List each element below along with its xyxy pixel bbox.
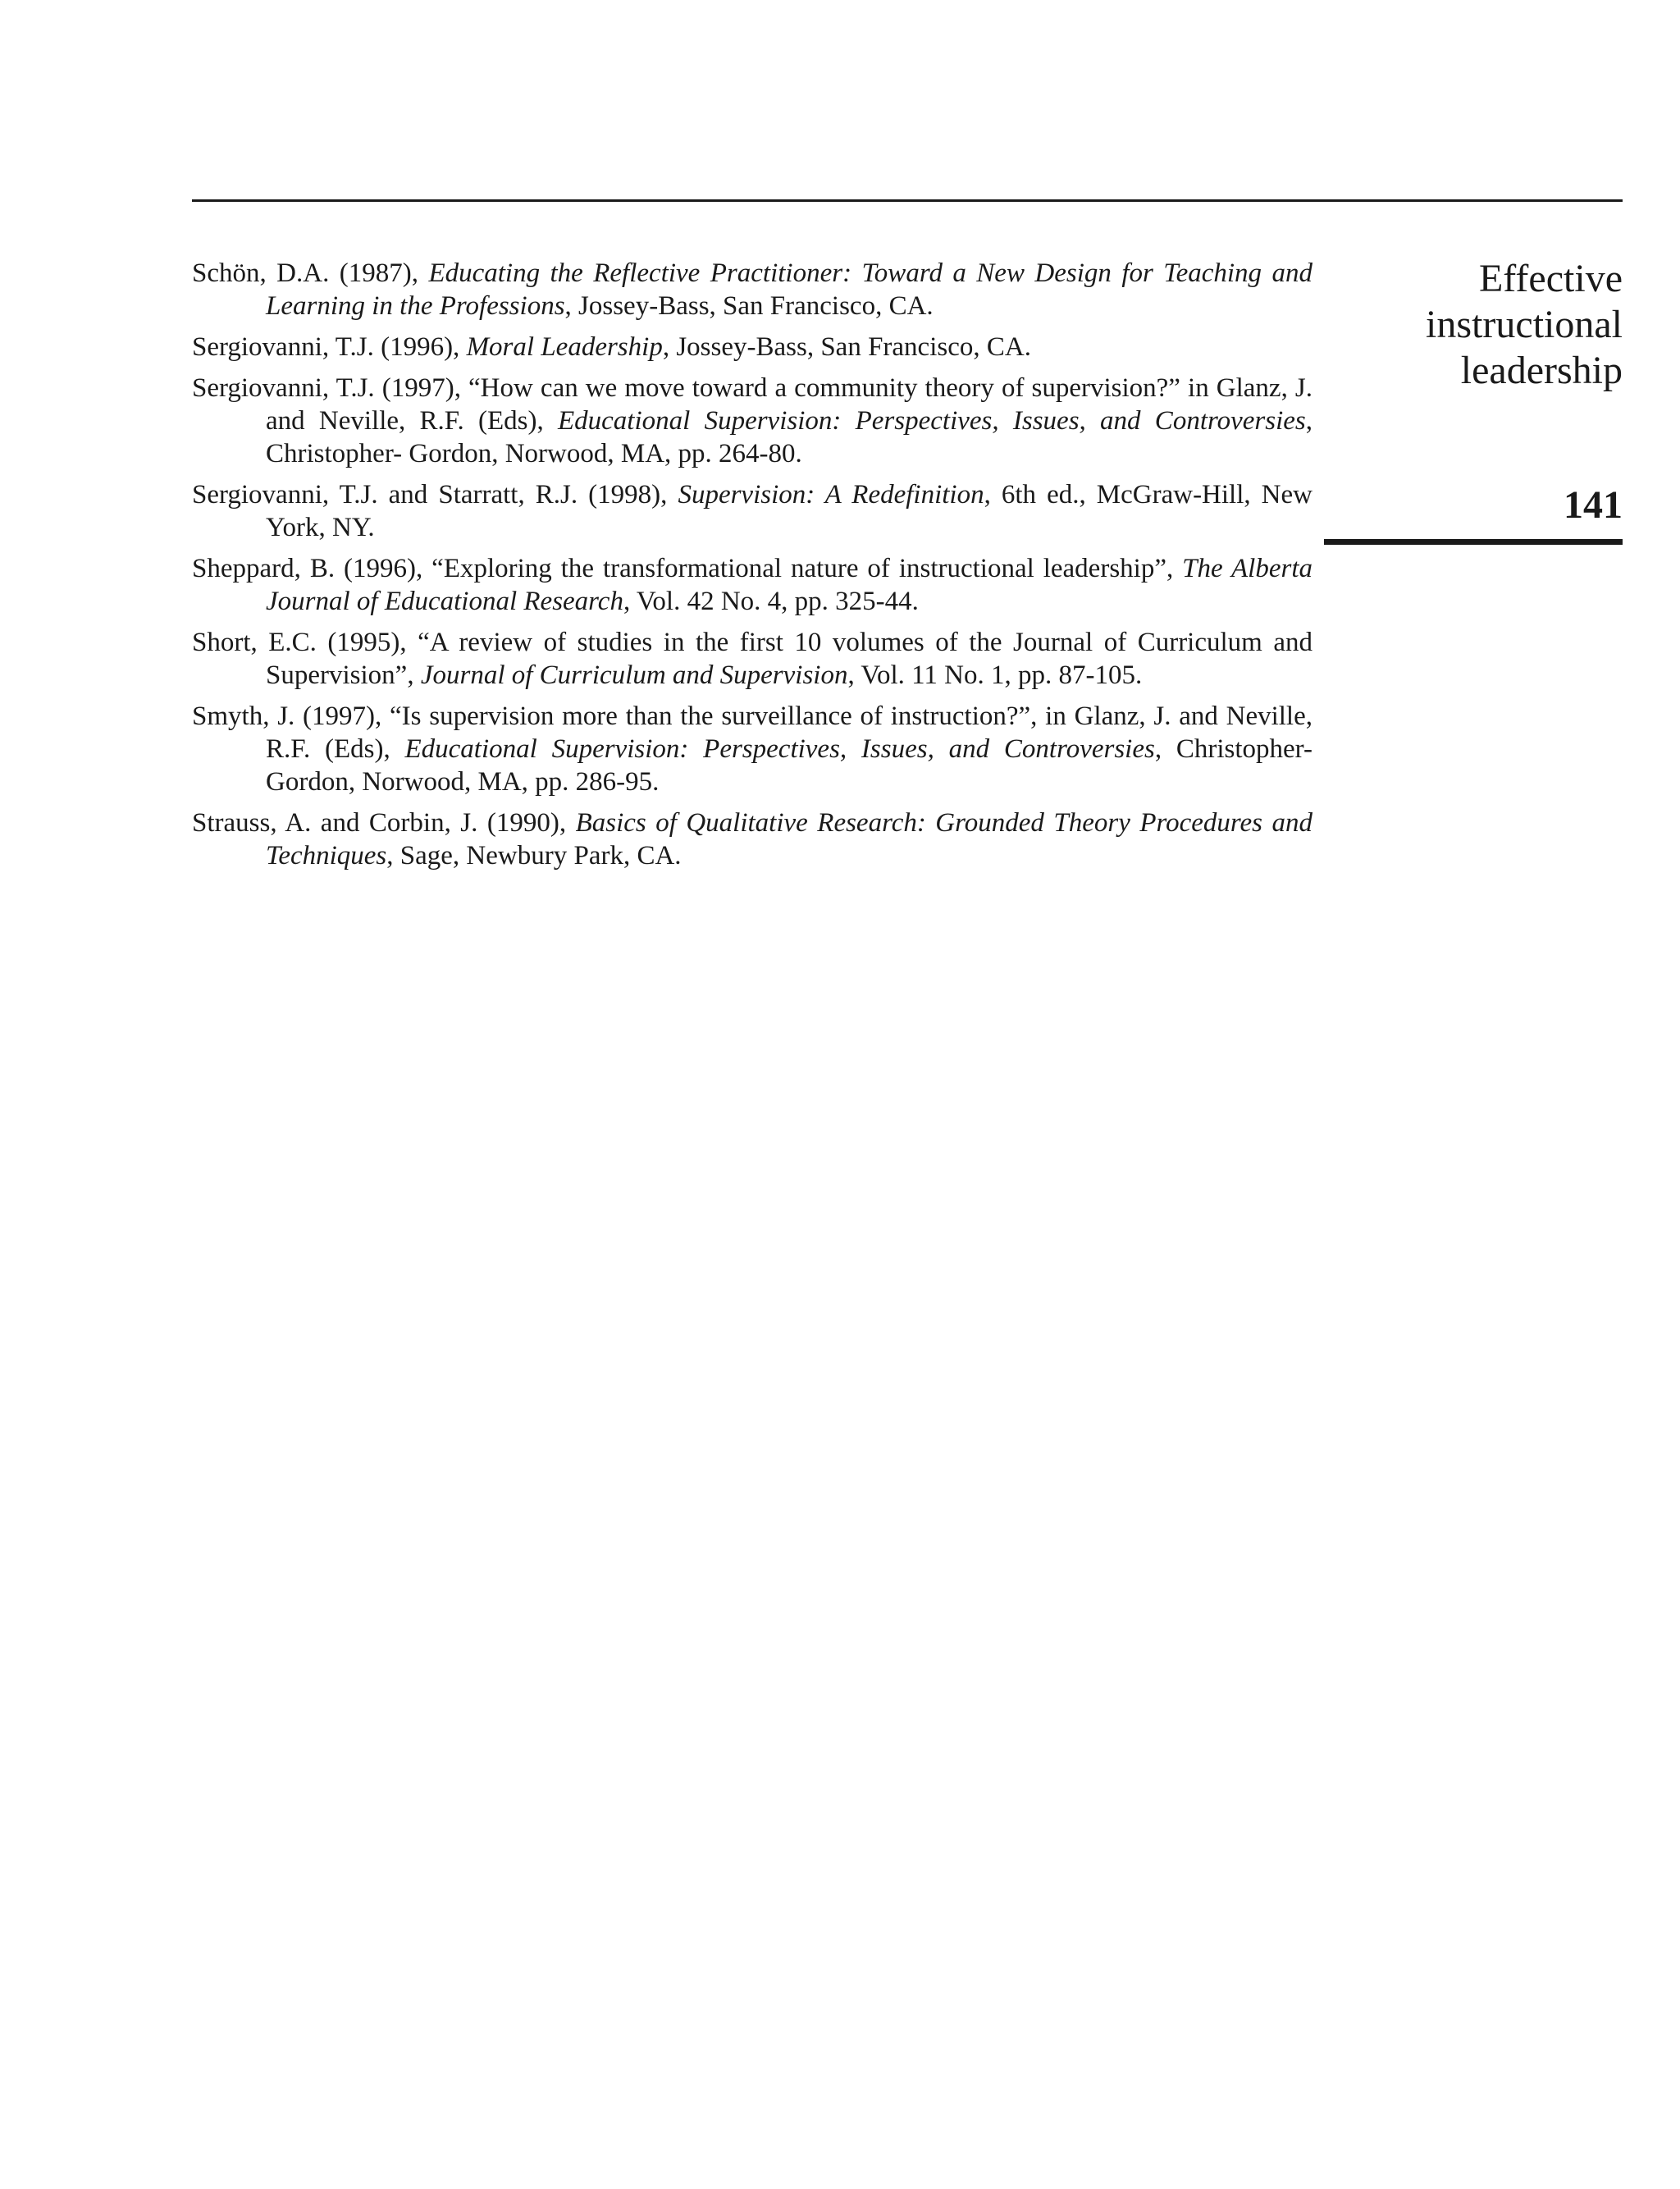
reference-title: Supervision: A Redefinition bbox=[678, 480, 984, 510]
reference-title: Educational Supervision: Perspectives, Issues, and Controversies bbox=[404, 734, 1155, 764]
page-number: 141 bbox=[1564, 483, 1623, 527]
reference-authors: Smyth, J. (1997), “Is supervision more than the surveillance of instruction?”, in Glanz, J. and Neville, R.F. (Eds), bbox=[192, 701, 1312, 764]
reference-item bbox=[192, 700, 1312, 798]
page-number-rule bbox=[1324, 539, 1623, 545]
running-head-line: instructional bbox=[1426, 303, 1623, 346]
reference-authors: Schön, D.A. (1987), bbox=[192, 258, 429, 288]
reference-title: Educational Supervision: Perspectives, Issues, and Controversies bbox=[558, 406, 1306, 436]
reference-publisher: , Sage, Newbury Park, CA. bbox=[386, 841, 682, 871]
reference-item bbox=[192, 331, 1312, 363]
reference-publisher: , Christopher- Gordon, Norwood, MA, pp. 264-80. bbox=[266, 406, 1312, 468]
reference-publisher: , Vol. 11 No. 1, pp. 87-105. bbox=[847, 660, 1143, 690]
reference-list bbox=[192, 257, 1312, 880]
reference-authors: Sergiovanni, T.J. (1996), bbox=[192, 332, 467, 362]
reference-item bbox=[192, 372, 1312, 470]
reference-authors: Sheppard, B. (1996), “Exploring the transformational nature of instructional leadership”, bbox=[192, 554, 1183, 583]
reference-item bbox=[192, 626, 1312, 692]
reference-item bbox=[192, 478, 1312, 544]
header-rule bbox=[192, 199, 1623, 202]
reference-publisher: , Jossey-Bass, San Francisco, CA. bbox=[564, 291, 934, 321]
running-head-line: Effective bbox=[1478, 257, 1623, 300]
reference-item bbox=[192, 257, 1312, 322]
reference-item bbox=[192, 552, 1312, 618]
reference-publisher: , Jossey-Bass, San Francisco, CA. bbox=[662, 332, 1031, 362]
reference-authors: Short, E.C. (1995), “A review of studies in the first 10 volumes of the Journal of Curriculum and Supervision”, bbox=[192, 628, 1312, 690]
reference-title: Journal of Curriculum and Supervision bbox=[420, 660, 848, 690]
reference-publisher: , 6th ed., McGraw-Hill, New York, NY. bbox=[266, 480, 1312, 542]
running-head bbox=[1327, 256, 1623, 394]
reference-authors: Sergiovanni, T.J. (1997), “How can we move toward a community theory of supervision?” in Glanz, J. and Neville, R.F. (Eds), bbox=[192, 373, 1312, 436]
reference-authors: Strauss, A. and Corbin, J. (1990), bbox=[192, 808, 576, 838]
reference-title: Moral Leadership bbox=[466, 332, 663, 362]
reference-publisher: , Christopher-Gordon, Norwood, MA, pp. 286-95. bbox=[266, 734, 1312, 797]
reference-title: Educating the Reflective Practitioner: Toward a New Design for Teaching and Learning in the Professions bbox=[266, 258, 1312, 321]
reference-title: Basics of Qualitative Research: Grounded Theory Procedures and Techniques bbox=[266, 808, 1312, 871]
reference-publisher: , Vol. 42 No. 4, pp. 325-44. bbox=[623, 587, 919, 616]
reference-title: The Alberta Journal of Educational Research bbox=[266, 554, 1312, 616]
reference-item bbox=[192, 807, 1312, 872]
running-head-line: leadership bbox=[1460, 349, 1623, 392]
reference-authors: Sergiovanni, T.J. and Starratt, R.J. (1998), bbox=[192, 480, 678, 510]
